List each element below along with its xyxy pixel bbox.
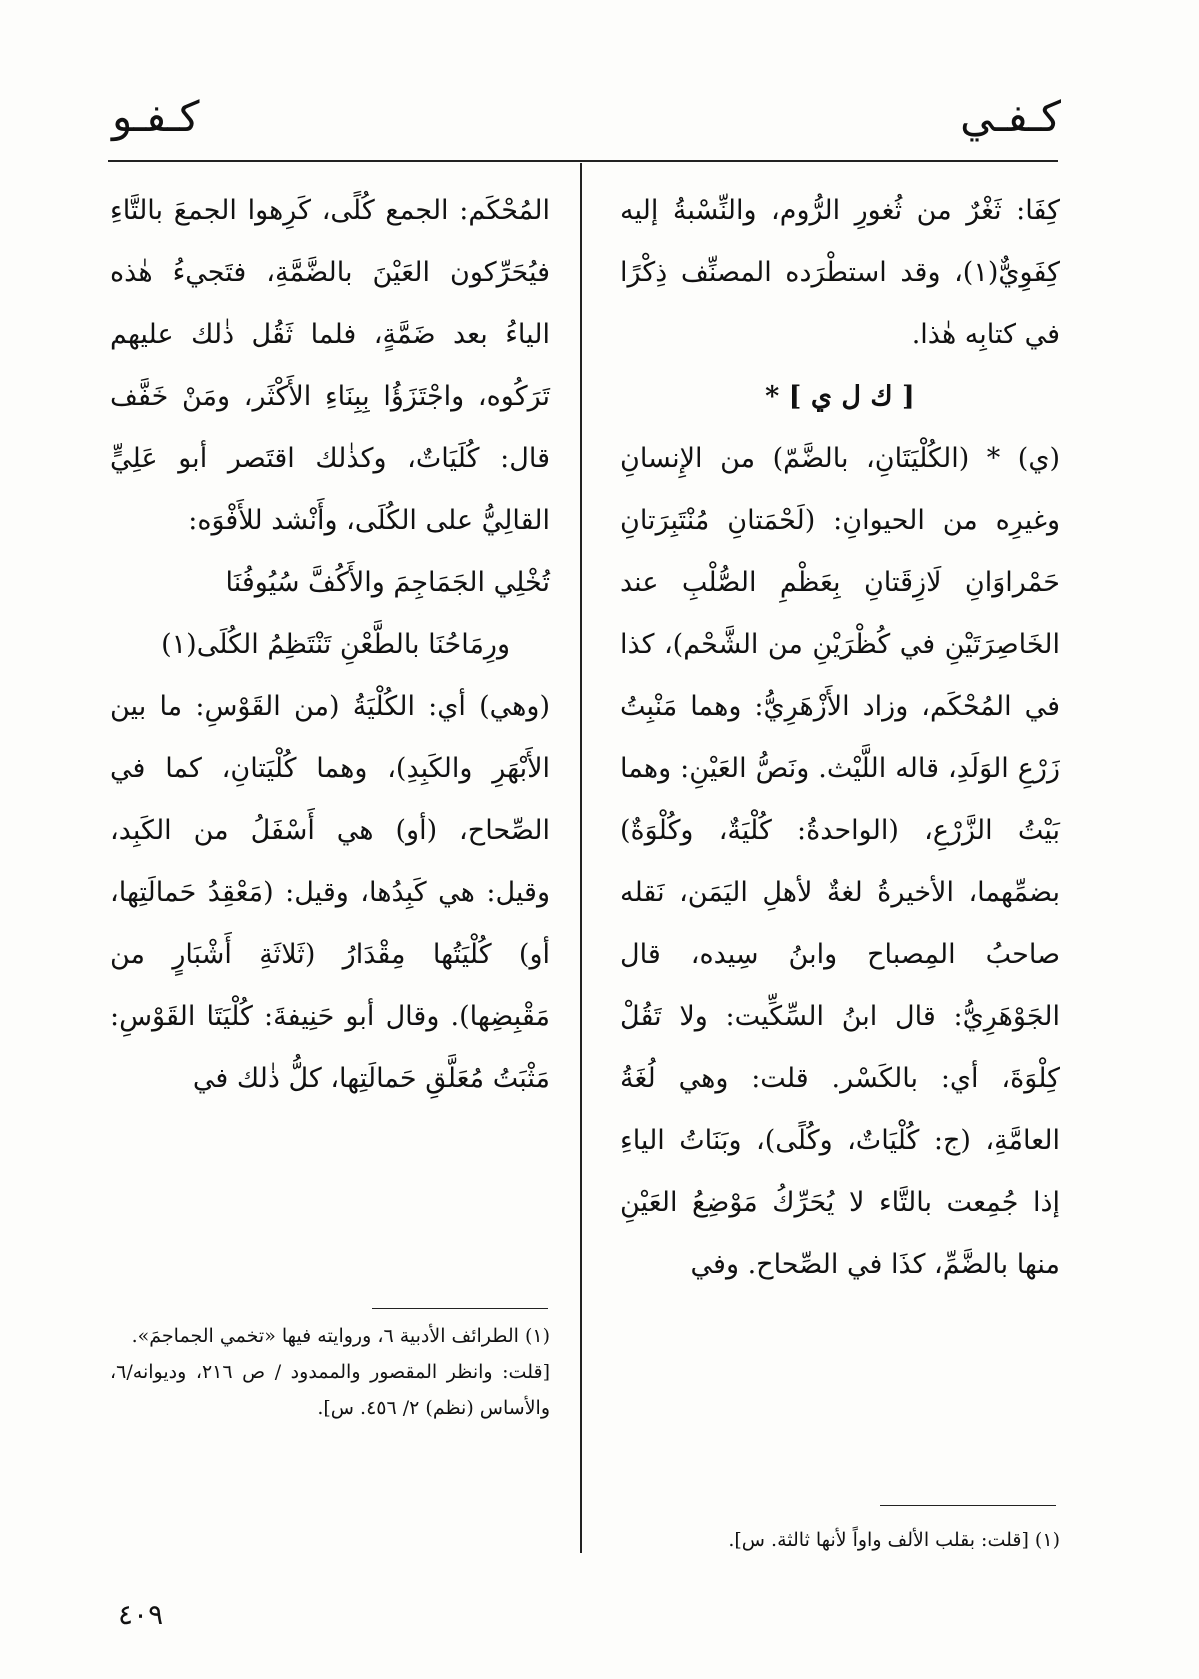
- header-left-word: كـفـو: [112, 92, 200, 141]
- verse-line-2: ورِمَاحُنَا بالطَّعْنِ تَنْتَظِمُ الكُلَى(١): [161, 629, 510, 660]
- left-footnotes: [110, 1318, 550, 1426]
- right-column: [620, 180, 1060, 1296]
- footnote: (١) الطرائف الأدبية ٦، وروايته فيها «تخمي الجماجمَ».: [131, 1325, 550, 1347]
- header-rule: [108, 160, 1058, 162]
- right-footnotes: [620, 1522, 1060, 1558]
- footnote: (١) [قلت: بقلب الألف واواً لأنها ثالثة. س].: [728, 1529, 1060, 1551]
- header-right-word: كـفـي: [960, 92, 1061, 141]
- entry-heading: [ ك ل ي ] *: [765, 381, 915, 412]
- footnote-rule: [372, 1308, 548, 1309]
- paragraph: كِفَا: ثَغْرٌ من ثُغورِ الرُّوم، والنِّسْبةُ إليه كِفَوِيٌّ(١)، وقد استطْرَده المصنِّف ذِكْرًا في كتابِه هٰذا.: [620, 195, 1060, 350]
- footnote: [قلت: وانظر المقصور والممدود / ص ٢١٦، وديوانه/٦، والأساس (نظم) ٢/ ٤٥٦. س].: [110, 1361, 550, 1419]
- column-divider: [580, 163, 582, 1553]
- verse: [110, 552, 550, 676]
- verse-line-1: تُخْلِي الجَمَاجِمَ والأَكُفَّ سُيُوفُنَا: [225, 567, 550, 598]
- paragraph: (وهي) أي: الكُلْيَةُ (من القَوْسِ: ما بين الأَبْهَرِ والكَبِدِ)، وهما كُلْيَتانِ، كما في الصِّحاح، (أو) هي أَسْفَلُ من الكَبِد، وقيل: هي كَبِدُها، وقيل: (مَعْقِدُ حَمالَتِها، أو) كُلْيَتُها مِقْدَارُ (ثَلاثَةِ أَشْبَارٍ من مَقْبِضِها). وقال أبو حَنِيفةَ: كُلْيَتَا القَوْسِ: مَثْبَتُ مُعَلَّقِ حَمالَتِها، كلُّ ذٰلك في: [110, 691, 550, 1094]
- left-column: [110, 180, 550, 1110]
- paragraph: المُحْكَم: الجمع كُلًى، كَرِهوا الجمعَ بالتَّاءِ فيُحَرِّكون العَيْنَ بالضَّمَّةِ، فتَجيءُ هٰذه الياءُ بعد ضَمَّةٍ، فلما ثَقُل ذٰلك عليهم تَرَكُوه، واجْتَزَؤُا بِبِنَاءِ الأَكْثَر، ومَنْ خَفَّف قال: كُلَيَاتٌ، وكذٰلك اقتَصر أبو عَلِيٍّ القالِيُّ على الكُلَى، وأَنْشد للأَفْوَه:: [110, 195, 550, 536]
- paragraph: (ي) * (الكُلْيَتَانِ، بالضَّمّ) من الإِنسانِ وغيرِه من الحيوانِ: (لَحْمَتانِ مُنْتَبِرَتانِ حَمْراوَانِ لَازِقَتانِ بِعَظْمِ الصُّلْبِ عند الخَاصِرَتَيْنِ في كُظْرَيْنِ من الشَّحْم)، كذا في المُحْكَم، وزاد الأَزْهَرِيُّ: وهما مَنْبِتُ زَرْعِ الوَلَدِ، قاله اللَّيْث. ونَصُّ العَيْنِ: وهما بَيْتُ الزَّرْعِ، (الواحدةُ: كُلْيَةٌ، وكُلْوَةٌ) بضمِّهما، الأخيرةُ لغةٌ لأهلِ اليَمَن، نَقله صاحبُ المِصباح وابنُ سِيده، قال الجَوْهَرِيُّ: قال ابنُ السِّكِّيت: ولا تَقُلْ كِلْوَةَ، أي: بالكَسْر. قلت: وهي لُغَةُ العامَّةِ، (ج: كُلْيَاتٌ، وكُلًى)، وبَنَاتُ الياءِ إذا جُمِعت بالتَّاء لا يُحَرِّكُ مَوْضِعُ العَيْنِ منها بالضَّمِّ، كذَا في الصِّحاح. وفي: [620, 443, 1060, 1280]
- footnote-rule: [880, 1505, 1056, 1506]
- page-number: ٤٠٩: [118, 1598, 164, 1631]
